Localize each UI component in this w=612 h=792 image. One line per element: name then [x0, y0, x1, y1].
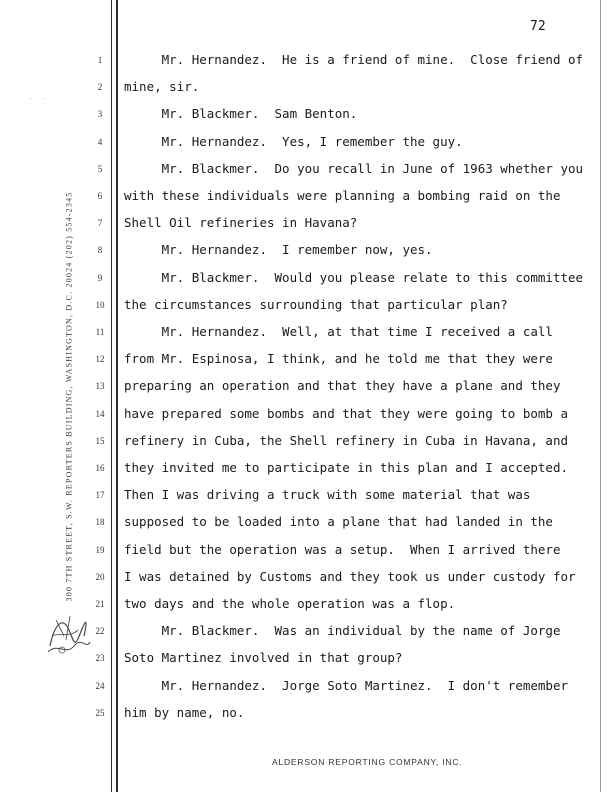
reporting-company-footer: ALDERSON REPORTING COMPANY, INC. — [272, 757, 463, 767]
transcript-line: field but the operation was a setup. When I arrived there — [124, 541, 561, 557]
line-number: 14 — [95, 408, 105, 419]
line-number: 8 — [97, 245, 103, 256]
line-number: 6 — [97, 191, 103, 201]
transcript-line: Mr. Hernandez. He is a friend of mine. Close friend of — [124, 52, 584, 67]
transcript-line: Mr. Hernandez. I remember now, yes. — [124, 242, 433, 258]
transcript-line: Shell Oil refineries in Havana? — [124, 215, 358, 231]
line-number: 20 — [95, 571, 105, 582]
line-number: 10 — [95, 299, 105, 310]
transcript-line: Mr. Blackmer. Do you recall in June of 1963 whether you — [124, 160, 584, 176]
transcript-line: they invited me to participate in this plan and I accepted. — [124, 460, 569, 475]
transcript-line: Mr. Hernandez. Yes, I remember the guy. — [124, 133, 463, 149]
transcript-line: Soto Martinez involved in that group? — [124, 650, 403, 666]
line-number: 3 — [97, 109, 103, 120]
line-number: 15 — [95, 435, 105, 446]
line-number: 7 — [97, 218, 103, 229]
line-number: 24 — [95, 680, 105, 691]
transcript-line: have prepared some bombs and that they were going to bomb a — [124, 405, 569, 421]
transcript-line: Mr. Hernandez. Jorge Soto Martinez. I don't remember — [124, 677, 569, 693]
page-number: 72 — [530, 19, 546, 34]
transcript-line: the circumstances surrounding that particular plan? — [124, 296, 508, 312]
line-number: 19 — [95, 544, 105, 555]
line-number: 5 — [97, 163, 103, 174]
transcript-line: from Mr. Espinosa, I think, and he told me that they were — [124, 351, 553, 367]
line-number: 1 — [97, 55, 103, 65]
transcript-line: two days and the whole operation was a flop. — [124, 596, 456, 611]
line-number: 4 — [97, 136, 103, 147]
line-number: 11 — [95, 327, 105, 337]
transcript-line: Mr. Hernandez. Well, at that time I received a call — [124, 324, 553, 339]
line-number: 23 — [95, 653, 105, 664]
line-number: 2 — [97, 82, 103, 93]
transcript-line: Mr. Blackmer. Was an individual by the name of Jorge — [124, 623, 561, 639]
line-number: 22 — [95, 626, 105, 637]
line-number: 21 — [95, 599, 105, 609]
transcript-line: him by name, no. — [124, 704, 245, 720]
line-number: 16 — [95, 463, 105, 473]
line-number: 18 — [95, 517, 105, 528]
line-number: 25 — [95, 707, 105, 718]
transcript-line: supposed to be loaded into a plane that had landed in the — [124, 514, 553, 530]
line-number: 17 — [95, 490, 105, 501]
line-number: 9 — [97, 272, 103, 283]
transcript-line: I was detained by Customs and they took us under custody for — [124, 568, 576, 584]
transcript-line: mine, sir. — [124, 79, 200, 95]
transcript-line: Mr. Blackmer. Would you please relate to this committee — [124, 269, 584, 285]
transcript-line: refinery in Cuba, the Shell refinery in Cuba in Havana, and — [124, 432, 569, 448]
transcript-line: with these individuals were planning a bombing raid on the — [124, 188, 561, 203]
transcript-line: Then I was driving a truck with some material that was — [124, 487, 531, 503]
line-number: 13 — [95, 381, 105, 392]
margin-marks: · · · — [14, 95, 51, 103]
transcript-line: Mr. Blackmer. Sam Benton. — [124, 106, 358, 122]
line-number: 12 — [95, 354, 105, 365]
reporter-address-stamp: 300 7TH STREET, S.W. REPORTERS BUILDING, WASHINGTON, D.C. 20024 (202) 554-2345 — [64, 191, 74, 602]
transcript-line: preparing an operation and that they have a plane and they — [124, 378, 561, 394]
